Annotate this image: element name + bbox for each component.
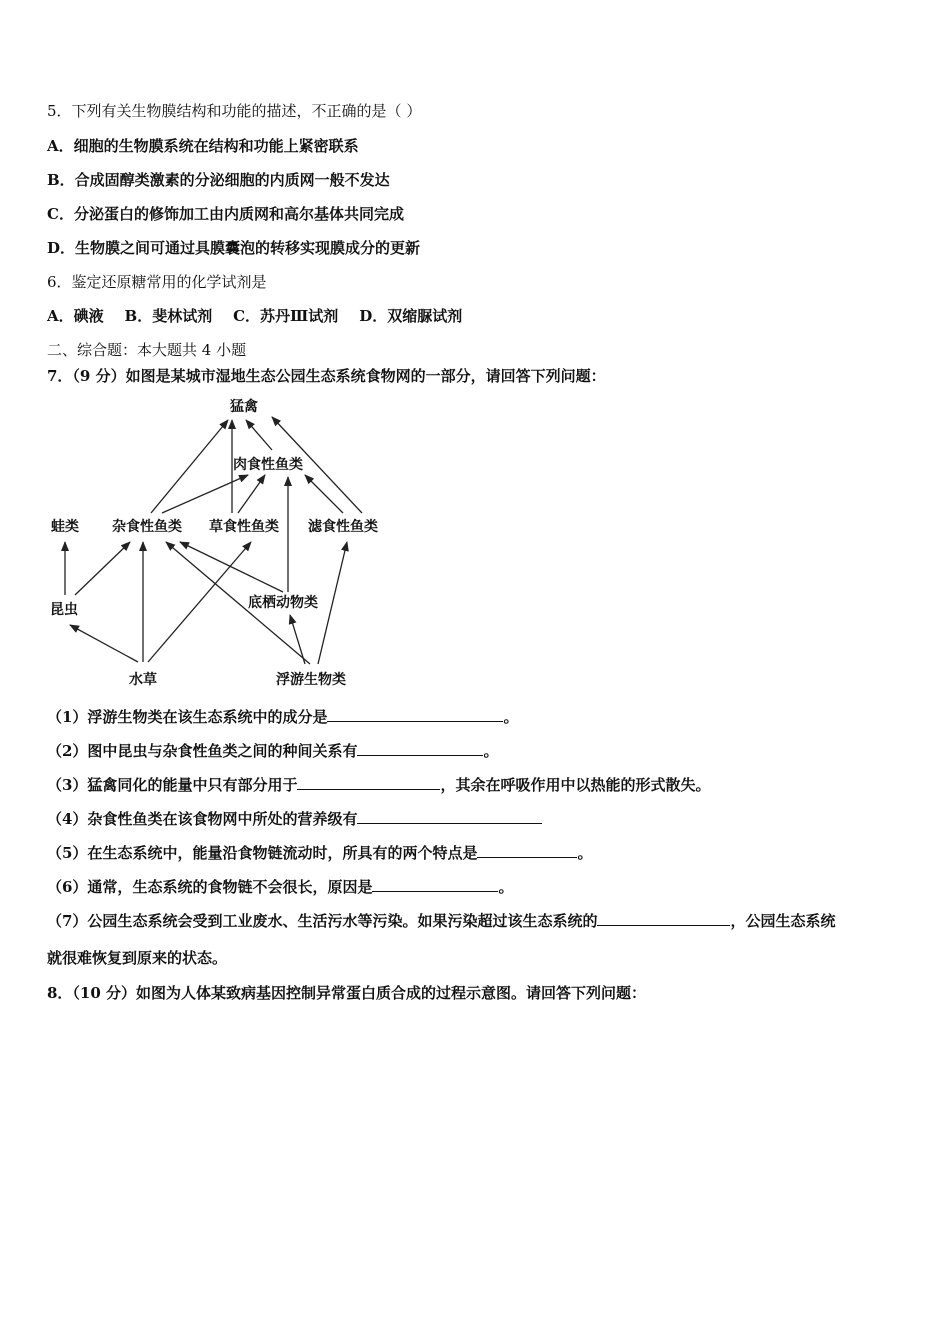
q7-sub2: （2）图中昆虫与杂食性鱼类之间的种间关系有 。: [47, 742, 499, 760]
arrow-plants-to-insects: [70, 625, 138, 662]
node-filter-fish: 滤食性鱼类: [308, 519, 378, 535]
answer-blank-2[interactable]: [357, 741, 483, 756]
q5-option-d: D．生物膜之间可通过具膜囊泡的转移实现膜成分的更新: [47, 239, 421, 257]
node-omnivorous-fish: 杂食性鱼类: [112, 519, 182, 535]
arrow-carnivorous-to-raptor: [246, 420, 272, 450]
answer-blank-4[interactable]: [357, 809, 542, 824]
q7-stem: 7．（9 分）如图是某城市湿地生态公园生态系统食物网的一部分，请回答下列问题：: [47, 367, 606, 385]
q8-stem: 8．（10 分）如图为人体某致病基因控制异常蛋白质合成的过程示意图。请回答下列问题：: [47, 984, 647, 1002]
node-carnivorous-fish: 肉食性鱼类: [233, 457, 303, 473]
arrow-omnivorous-to-carnivorous: [162, 475, 248, 513]
food-web-diagram: [40, 390, 420, 695]
q7-sub1: （1）浮游生物类在该生态系统中的成分是 。: [47, 708, 519, 726]
q7-sub7: （7）公园生态系统会受到工业废水、生活污水等污染。如果污染超过该生态系统的 ，公园生态系统: [47, 912, 836, 930]
node-raptor: 猛禽: [230, 399, 258, 415]
answer-blank-5[interactable]: [477, 843, 577, 858]
q7-sub6: （6）通常，生态系统的食物链不会很长，原因是 。: [47, 878, 514, 896]
arrow-filter-to-carnivorous: [305, 475, 343, 513]
node-frogs: 蛙类: [51, 519, 79, 535]
arrow-insects-to-omnivorous: [75, 542, 130, 595]
node-herbivorous-fish: 草食性鱼类: [209, 519, 279, 535]
q5-option-a: A．细胞的生物膜系统在结构和功能上紧密联系: [47, 137, 359, 155]
node-benthic-animals: 底栖动物类: [248, 595, 318, 611]
q7-sub3: （3）猛禽同化的能量中只有部分用于 ，其余在呼吸作用中以热能的形式散失。: [47, 776, 711, 794]
answer-blank-1[interactable]: [327, 707, 503, 722]
q5-stem: 5．下列有关生物膜结构和功能的描述，不正确的是（ ）: [47, 102, 422, 120]
node-plankton: 浮游生物类: [276, 672, 346, 688]
answer-blank-3[interactable]: [297, 775, 440, 790]
arrow-herbivorous-to-carnivorous: [238, 475, 265, 513]
arrow-plants-to-herbivorous: [148, 542, 251, 662]
node-insects: 昆虫: [50, 602, 78, 618]
q7-sub5: （5）在生态系统中，能量沿食物链流动时，所具有的两个特点是 。: [47, 844, 593, 862]
q7-sub4: （4）杂食性鱼类在该食物网中所处的营养级有: [47, 809, 542, 829]
section-heading: 二、综合题：本大题共 4 小题: [47, 341, 247, 359]
node-aquatic-plants: 水草: [129, 672, 157, 688]
answer-blank-7[interactable]: [597, 911, 730, 926]
arrow-omnivorous-to-raptor: [151, 420, 228, 513]
q5-option-b: B．合成固醇类激素的分泌细胞的内质网一般不发达: [47, 171, 390, 189]
answer-blank-6[interactable]: [372, 877, 498, 892]
q5-option-c: C．分泌蛋白的修饰加工由内质网和高尔基体共同完成: [47, 205, 404, 223]
arrow-plankton-to-benthic: [290, 615, 305, 664]
q6-options: A．碘液 B．斐林试剂 C．苏丹Ⅲ试剂 D．双缩脲试剂: [47, 307, 463, 325]
q7-sub7-continuation: 就很难恢复到原来的状态。: [47, 949, 228, 967]
arrow-plankton-to-filter: [318, 542, 347, 664]
q6-stem: 6．鉴定还原糖常用的化学试剂是: [47, 273, 267, 291]
